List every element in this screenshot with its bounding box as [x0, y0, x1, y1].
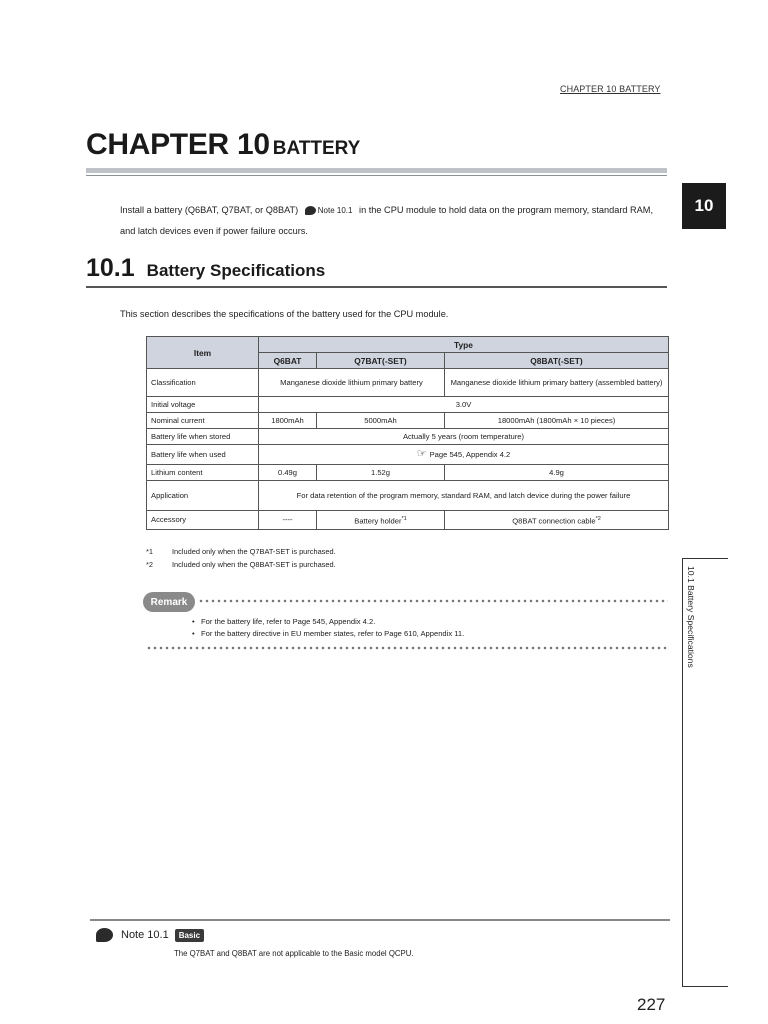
row-label: Application: [147, 481, 259, 511]
note-heading: [96, 928, 204, 942]
chapter-title: [86, 128, 360, 162]
remark-dotted-divider-top: [198, 598, 668, 604]
note-rule: [90, 919, 670, 921]
footnote-mark: *2: [595, 515, 601, 522]
battery-spec-table: [146, 336, 669, 530]
intro-paragraph: [120, 200, 670, 241]
row-label: Initial voltage: [147, 397, 259, 413]
section-rule: [86, 286, 667, 288]
cell: For data retention of the program memory, standard RAM, and latch device during the power failure: [259, 481, 669, 511]
table-row: [147, 445, 669, 465]
footnote-text: Included only when the Q7BAT-SET is purchased.: [172, 547, 336, 556]
cell: 1800mAh: [259, 413, 317, 429]
note-link-label: Note 10.1: [317, 206, 353, 215]
row-label: Nominal current: [147, 413, 259, 429]
note-link[interactable]: [305, 206, 353, 215]
remark-badge: Remark: [143, 592, 195, 612]
table-row: [147, 369, 669, 397]
table-row: [147, 413, 669, 429]
basic-badge: Basic: [175, 929, 204, 942]
list-item[interactable]: [192, 616, 464, 628]
cell: 4.9g: [445, 465, 669, 481]
page-reference-icon: ☞: [416, 448, 427, 460]
cell: 3.0V: [259, 397, 669, 413]
table-header-row: [147, 337, 669, 353]
table-row: [147, 465, 669, 481]
cell: [445, 511, 669, 530]
table-row: [147, 511, 669, 530]
cell: ----: [259, 511, 317, 530]
page-reference-text: Page 545, Appendix 4.2: [429, 450, 511, 459]
section-heading: [86, 254, 325, 283]
chapter-tab[interactable]: 10: [682, 183, 726, 229]
row-label: Classification: [147, 369, 259, 397]
cell: 5000mAh: [317, 413, 445, 429]
header-type: Type: [259, 337, 669, 353]
chapter-number: CHAPTER 10: [86, 128, 270, 161]
table-row: [147, 481, 669, 511]
cell: Manganese dioxide lithium primary battery (assembled battery): [445, 369, 669, 397]
chapter-rule-thin: [86, 175, 667, 176]
chapter-name: BATTERY: [272, 138, 361, 159]
header-q7bat: Q7BAT(-SET): [317, 353, 445, 369]
section-description: This section describes the specifications of the battery used for the CPU module.: [120, 309, 449, 319]
note-title: Note 10.1: [121, 929, 169, 941]
section-title: Battery Specifications: [146, 261, 326, 280]
remark-dotted-divider-bottom: [146, 645, 668, 651]
page-number: 227: [637, 995, 666, 1014]
header-q8bat: Q8BAT(-SET): [445, 353, 669, 369]
cell: 1.52g: [317, 465, 445, 481]
footnote: [146, 545, 336, 558]
table-row: [147, 429, 669, 445]
row-label: Accessory: [147, 511, 259, 530]
cell-text: Battery holder: [354, 516, 402, 526]
note-text: The Q7BAT and Q8BAT are not applicable to the Basic model QCPU.: [174, 949, 414, 958]
cell[interactable]: [259, 445, 669, 465]
row-label: Battery life when used: [147, 445, 259, 465]
note-bubble-icon: [305, 206, 316, 215]
list-item[interactable]: [192, 628, 464, 640]
cell: [317, 511, 445, 530]
footnote-text: Included only when the Q8BAT-SET is purchased.: [172, 560, 336, 569]
bullet-icon: •: [192, 617, 195, 626]
intro-text-after: in the CPU module to hold data on the program memory, standard RAM, and latch devices even if power failure occurs.: [120, 205, 654, 236]
footnote-mark: *2: [146, 560, 153, 569]
footnote-mark: *1: [401, 515, 407, 522]
header-q6bat: Q6BAT: [259, 353, 317, 369]
bullet-icon: •: [192, 629, 195, 638]
remark-item-text: For the battery life, refer to Page 545, Appendix 4.2.: [201, 617, 376, 626]
cell: Manganese dioxide lithium primary battery: [259, 369, 445, 397]
remark-item-text: For the battery directive in EU member states, refer to Page 610, Appendix 11.: [201, 629, 465, 638]
table-row: [147, 397, 669, 413]
footnotes: [146, 545, 336, 571]
footnote-mark: *1: [146, 547, 153, 556]
running-header: CHAPTER 10 BATTERY: [560, 84, 661, 94]
row-label: Lithium content: [147, 465, 259, 481]
footnote: [146, 558, 336, 571]
row-label: Battery life when stored: [147, 429, 259, 445]
chapter-rule: [86, 168, 667, 173]
header-item: Item: [147, 337, 259, 369]
section-number: 10.1: [86, 254, 135, 282]
cell: 18000mAh (1800mAh × 10 pieces): [445, 413, 669, 429]
intro-text-before: Install a battery (Q6BAT, Q7BAT, or Q8BAT): [120, 205, 299, 215]
cell: 0.49g: [259, 465, 317, 481]
remark-list: [192, 616, 464, 640]
cell: Actually 5 years (room temperature): [259, 429, 669, 445]
side-index-label[interactable]: 10.1 Battery Specifications: [686, 566, 696, 668]
cell-text: Q8BAT connection cable: [512, 516, 596, 526]
note-bubble-icon: [96, 928, 113, 942]
